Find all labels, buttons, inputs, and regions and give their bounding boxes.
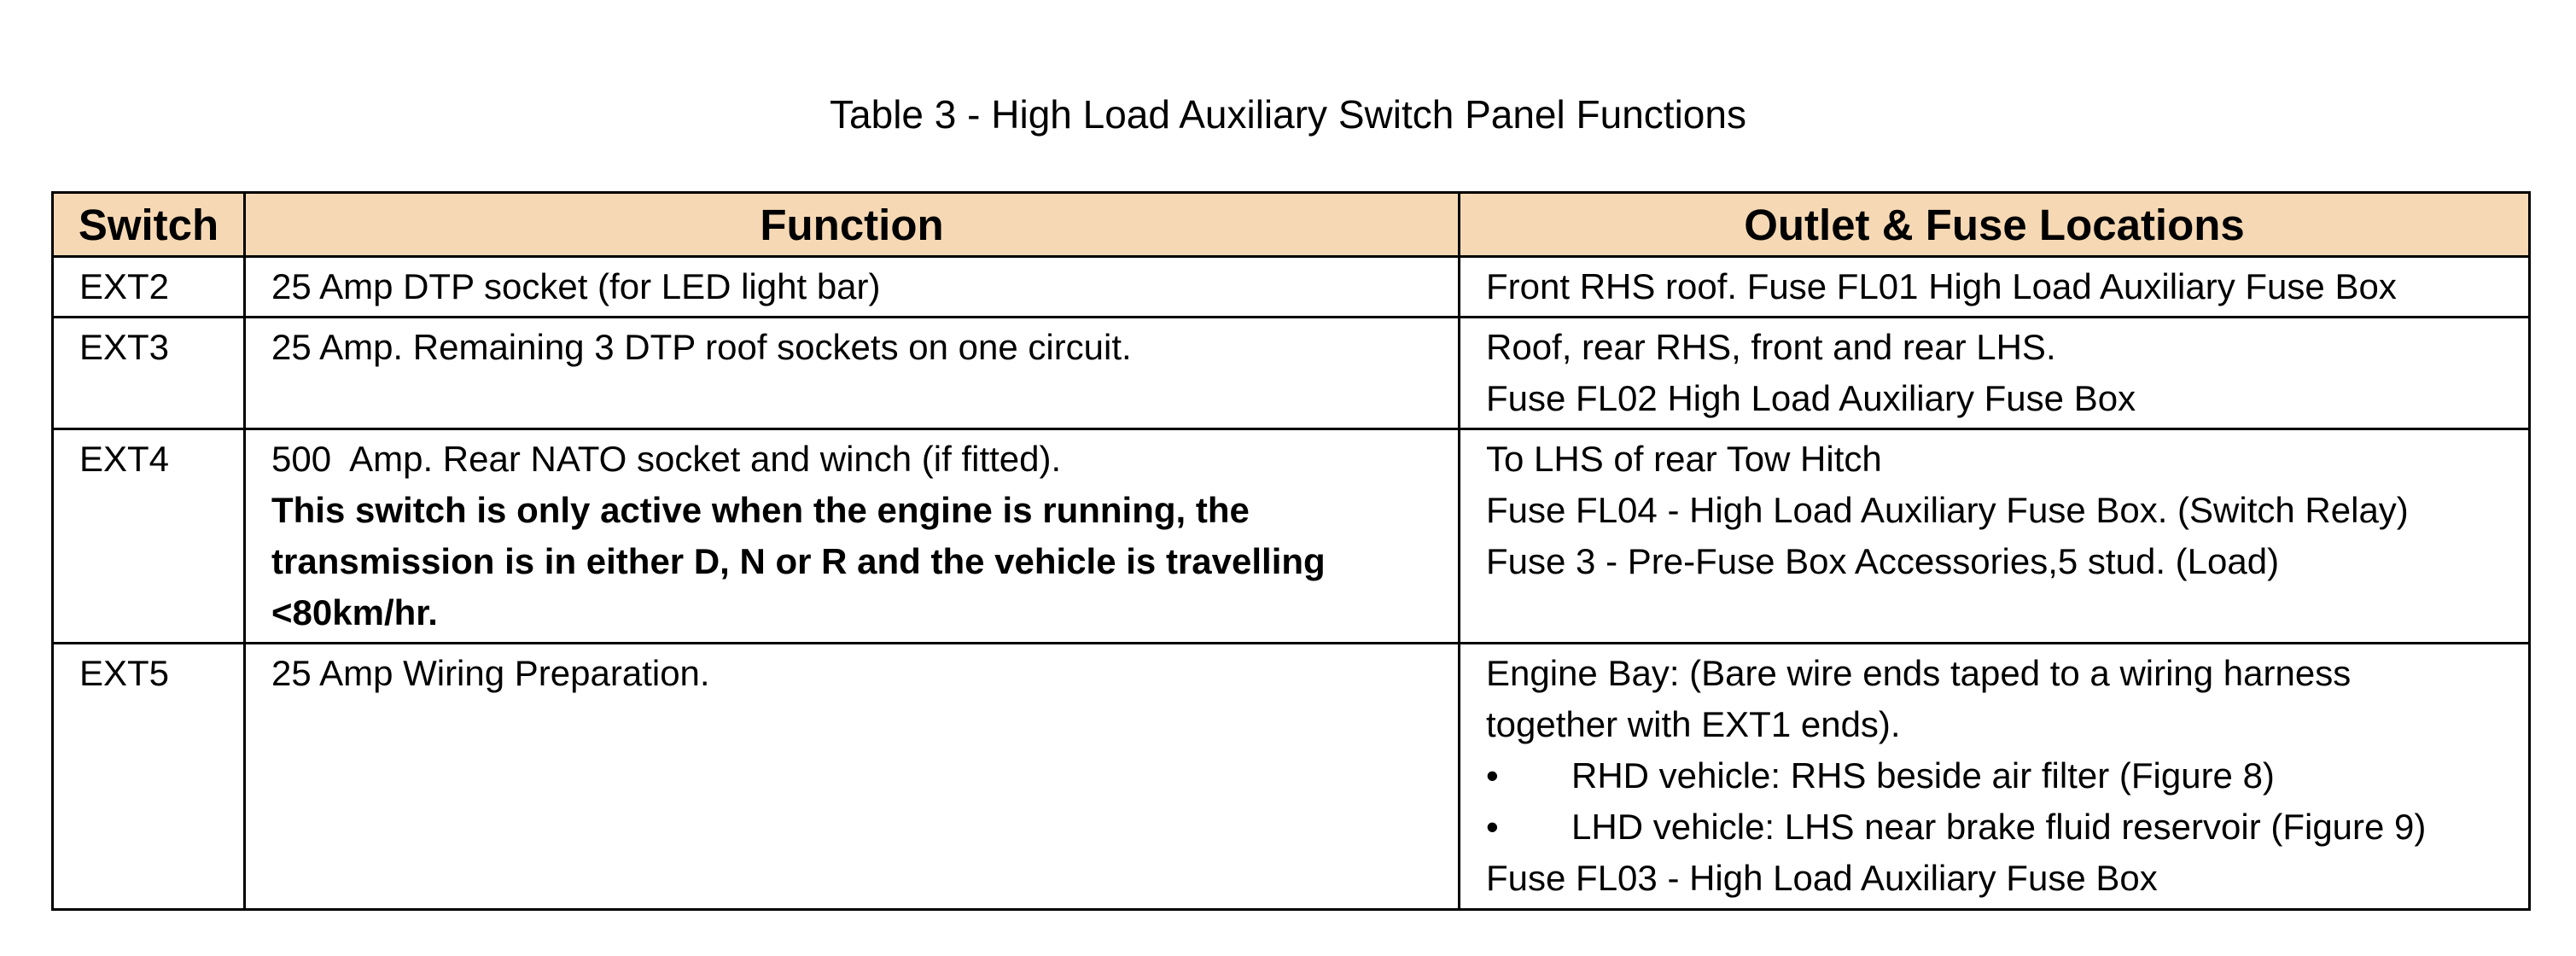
function-warning-text: <80km/hr. <box>271 592 438 632</box>
outlet-text: together with EXT1 ends). <box>1486 704 1901 744</box>
switch-cell: EXT2 <box>53 257 245 318</box>
bullet-text: LHD vehicle: LHS near brake fluid reservoir (Figure 9) <box>1571 807 2427 847</box>
switch-cell: EXT5 <box>53 644 245 910</box>
outlet-cell <box>1460 257 2530 318</box>
table-row <box>53 257 2530 318</box>
function-text: 25 Amp Wiring Preparation. <box>271 653 710 693</box>
function-text: 25 Amp. Remaining 3 DTP roof sockets on one circuit. <box>271 327 1132 367</box>
outlet-text: Fuse FL04 - High Load Auxiliary Fuse Box. (Switch Relay) <box>1486 490 2409 530</box>
function-text: 25 Amp DTP socket (for LED light bar) <box>271 266 881 306</box>
switch-cell: EXT4 <box>53 429 245 644</box>
function-text: 500 Amp. Rear NATO socket and winch (if fitted). <box>271 439 1062 479</box>
outlet-text: Fuse FL03 - High Load Auxiliary Fuse Box <box>1486 858 2158 898</box>
outlet-cell <box>1460 429 2530 644</box>
function-cell <box>245 318 1460 429</box>
outlet-text: Front RHS roof. Fuse FL01 High Load Auxiliary Fuse Box <box>1486 266 2397 306</box>
outlet-text: Engine Bay: (Bare wire ends taped to a wiring harness <box>1486 653 2352 693</box>
table-row <box>53 644 2530 910</box>
bullet-icon: • <box>1486 755 1499 796</box>
table-row <box>53 318 2530 429</box>
bullet-item <box>1486 750 2503 802</box>
function-warning-text: This switch is only active when the engine is running, the <box>271 490 1250 530</box>
table-header-row <box>53 193 2530 257</box>
outlet-text: Fuse 3 - Pre-Fuse Box Accessories,5 stud. (Load) <box>1486 541 2280 581</box>
function-cell <box>245 257 1460 318</box>
function-cell <box>245 429 1460 644</box>
bullet-item <box>1486 802 2503 853</box>
function-warning-text: transmission is in either D, N or R and the vehicle is travelling <box>271 541 1326 581</box>
switch-cell: EXT3 <box>53 318 245 429</box>
outlet-text: Roof, rear RHS, front and rear LHS. <box>1486 327 2056 367</box>
outlet-text: Fuse FL02 High Load Auxiliary Fuse Box <box>1486 378 2136 418</box>
outlet-text: To LHS of rear Tow Hitch <box>1486 439 1882 479</box>
outlet-cell <box>1460 644 2530 910</box>
table-row <box>53 429 2530 644</box>
function-cell <box>245 644 1460 910</box>
outlet-cell <box>1460 318 2530 429</box>
switch-functions-table <box>51 191 2531 911</box>
header-switch: Switch <box>53 193 245 257</box>
header-function: Function <box>245 193 1460 257</box>
bullet-icon: • <box>1486 807 1499 847</box>
bullet-text: RHD vehicle: RHS beside air filter (Figure 8) <box>1571 755 2275 796</box>
table-caption: Table 3 - High Load Auxiliary Switch Panel Functions <box>830 92 1746 137</box>
header-outlet-fuse: Outlet & Fuse Locations <box>1460 193 2530 257</box>
